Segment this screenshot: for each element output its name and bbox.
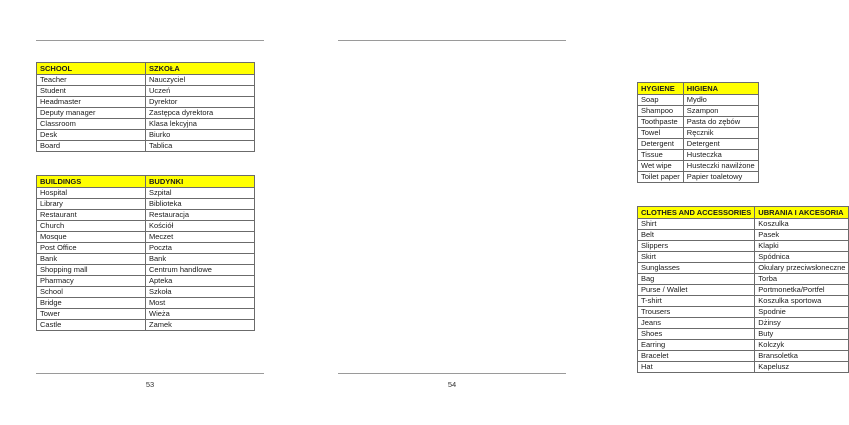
polish-term: Kościół — [146, 221, 255, 232]
table-row — [37, 298, 255, 309]
table-row — [37, 199, 255, 210]
vocab-table-hygiene — [637, 82, 759, 183]
polish-term: Zamek — [146, 320, 255, 331]
english-term: Bridge — [37, 298, 146, 309]
polish-term: Okulary przeciwsłoneczne — [755, 263, 849, 274]
footer-rule — [36, 373, 264, 374]
polish-term: Uczeń — [146, 86, 255, 97]
table-row — [37, 309, 255, 320]
english-term: Headmaster — [37, 97, 146, 108]
table-row — [638, 362, 849, 373]
table-row — [638, 95, 759, 106]
page-number: 53 — [145, 380, 155, 389]
polish-term: Nauczyciel — [146, 75, 255, 86]
table-row — [638, 139, 759, 150]
polish-term: Husteczka — [683, 150, 758, 161]
table-row — [638, 274, 849, 285]
table-row — [638, 252, 849, 263]
table-header-row — [638, 207, 849, 219]
polish-term: Wieża — [146, 309, 255, 320]
polish-term: Biblioteka — [146, 199, 255, 210]
table-row — [37, 141, 255, 152]
left-page — [0, 0, 300, 425]
english-term: Pharmacy — [37, 276, 146, 287]
polish-term: Szkoła — [146, 287, 255, 298]
english-term: Jeans — [638, 318, 755, 329]
polish-term: Detergent — [683, 139, 758, 150]
polish-term: Poczta — [146, 243, 255, 254]
english-term: Post Office — [37, 243, 146, 254]
polish-term: Biurko — [146, 130, 255, 141]
polish-term: Dyrektor — [146, 97, 255, 108]
polish-term: Mydło — [683, 95, 758, 106]
polish-term: Koszulka sportowa — [755, 296, 849, 307]
vocab-table-buildings — [36, 175, 255, 331]
header-english: CLOTHES AND ACCESSORIES — [638, 207, 755, 219]
table-header-row — [638, 83, 759, 95]
english-term: Shampoo — [638, 106, 684, 117]
english-term: Mosque — [37, 232, 146, 243]
polish-term: Bank — [146, 254, 255, 265]
table-row — [638, 285, 849, 296]
english-term: Earring — [638, 340, 755, 351]
table-row — [37, 221, 255, 232]
english-term: Detergent — [638, 139, 684, 150]
table-row — [37, 75, 255, 86]
table-row — [638, 128, 759, 139]
header-polish: UBRANIA I AKCESORIA — [755, 207, 849, 219]
polish-term: Centrum handlowe — [146, 265, 255, 276]
english-term: Hospital — [37, 188, 146, 199]
english-term: Church — [37, 221, 146, 232]
english-term: Teacher — [37, 75, 146, 86]
english-term: Desk — [37, 130, 146, 141]
table-row — [37, 243, 255, 254]
table-row — [638, 106, 759, 117]
english-term: Bag — [638, 274, 755, 285]
polish-term: Apteka — [146, 276, 255, 287]
table-row — [37, 188, 255, 199]
vocab-table-clothes — [637, 206, 849, 373]
english-term: Slippers — [638, 241, 755, 252]
header-polish: BUDYNKI — [146, 176, 255, 188]
english-term: School — [37, 287, 146, 298]
polish-term: Bransoletka — [755, 351, 849, 362]
polish-term: Restauracja — [146, 210, 255, 221]
polish-term: Pasta do zębów — [683, 117, 758, 128]
table-row — [638, 296, 849, 307]
polish-term: Papier toaletowy — [683, 172, 758, 183]
polish-term: Tablica — [146, 141, 255, 152]
polish-term: Most — [146, 298, 255, 309]
english-term: T-shirt — [638, 296, 755, 307]
table-row — [638, 351, 849, 362]
polish-term: Koszulka — [755, 219, 849, 230]
polish-term: Meczet — [146, 232, 255, 243]
polish-term: Kolczyk — [755, 340, 849, 351]
english-term: Tower — [37, 309, 146, 320]
english-term: Restaurant — [37, 210, 146, 221]
english-term: Shoes — [638, 329, 755, 340]
table-row — [37, 232, 255, 243]
english-term: Trousers — [638, 307, 755, 318]
polish-term: Dżinsy — [755, 318, 849, 329]
english-term: Soap — [638, 95, 684, 106]
english-term: Belt — [638, 230, 755, 241]
english-term: Toilet paper — [638, 172, 684, 183]
english-term: Shopping mall — [37, 265, 146, 276]
table-row — [638, 219, 849, 230]
english-term: Castle — [37, 320, 146, 331]
polish-term: Spodnie — [755, 307, 849, 318]
english-term: Classroom — [37, 119, 146, 130]
english-term: Toothpaste — [638, 117, 684, 128]
table-row — [638, 340, 849, 351]
polish-term: Buty — [755, 329, 849, 340]
table-row — [638, 307, 849, 318]
table-row — [37, 97, 255, 108]
english-term: Towel — [638, 128, 684, 139]
polish-term: Husteczki nawilżone — [683, 161, 758, 172]
polish-term: Pasek — [755, 230, 849, 241]
english-term: Tissue — [638, 150, 684, 161]
polish-term: Klapki — [755, 241, 849, 252]
english-term: Wet wipe — [638, 161, 684, 172]
right-page — [300, 0, 846, 425]
header-english: SCHOOL — [37, 63, 146, 75]
table-row — [638, 150, 759, 161]
vocab-table-school — [36, 62, 255, 152]
polish-term: Szampon — [683, 106, 758, 117]
english-term: Board — [37, 141, 146, 152]
english-term: Bank — [37, 254, 146, 265]
header-polish: SZKOŁA — [146, 63, 255, 75]
polish-term: Klasa lekcyjna — [146, 119, 255, 130]
english-term: Library — [37, 199, 146, 210]
table-row — [37, 254, 255, 265]
header-polish: HIGIENA — [683, 83, 758, 95]
table-header-row — [37, 63, 255, 75]
english-term: Deputy manager — [37, 108, 146, 119]
table-row — [37, 119, 255, 130]
table-row — [37, 287, 255, 298]
header-rule — [36, 40, 264, 41]
page-number: 54 — [447, 380, 457, 389]
polish-term: Kapelusz — [755, 362, 849, 373]
table-row — [638, 172, 759, 183]
table-row — [638, 117, 759, 128]
polish-term: Spódnica — [755, 252, 849, 263]
table-row — [37, 320, 255, 331]
table-row — [638, 241, 849, 252]
table-row — [37, 86, 255, 97]
polish-term: Szpital — [146, 188, 255, 199]
header-english: HYGIENE — [638, 83, 684, 95]
english-term: Student — [37, 86, 146, 97]
header-english: BUILDINGS — [37, 176, 146, 188]
table-row — [37, 276, 255, 287]
header-rule — [338, 40, 566, 41]
table-row — [638, 329, 849, 340]
table-row — [37, 265, 255, 276]
table-row — [638, 161, 759, 172]
table-row — [638, 230, 849, 241]
polish-term: Portmonetka/Portfel — [755, 285, 849, 296]
table-row — [37, 108, 255, 119]
table-header-row — [37, 176, 255, 188]
polish-term: Zastępca dyrektora — [146, 108, 255, 119]
table-row — [37, 130, 255, 141]
table-row — [638, 318, 849, 329]
english-term: Hat — [638, 362, 755, 373]
english-term: Skirt — [638, 252, 755, 263]
polish-term: Ręcznik — [683, 128, 758, 139]
table-row — [37, 210, 255, 221]
polish-term: Torba — [755, 274, 849, 285]
english-term: Sunglasses — [638, 263, 755, 274]
table-row — [638, 263, 849, 274]
english-term: Purse / Wallet — [638, 285, 755, 296]
footer-rule — [338, 373, 566, 374]
english-term: Bracelet — [638, 351, 755, 362]
english-term: Shirt — [638, 219, 755, 230]
